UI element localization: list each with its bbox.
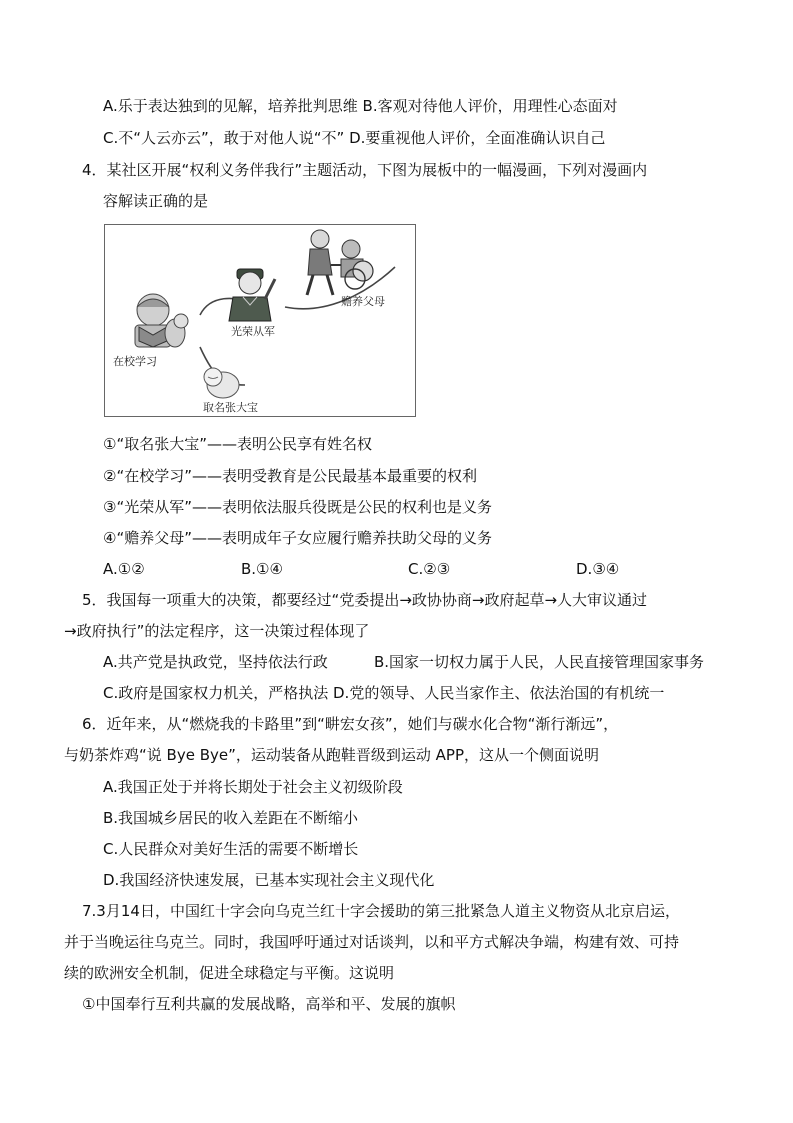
cartoon-label-parents: 赡养父母 [341, 295, 385, 308]
q7-stem-line-3: 续的欧洲安全机制，促进全球稳定与平衡。这说明 [64, 964, 395, 982]
q4-statement-4: ④“赡养父母”——表明成年子女应履行赡养扶助父母的义务 [103, 529, 492, 547]
cartoon-label-army: 光荣从军 [231, 325, 275, 338]
q5-stem-line-2: →政府执行”的法定程序，这一决策过程体现了 [64, 622, 370, 640]
cartoon-label-school: 在校学习 [113, 355, 157, 368]
q6-option-a: A.我国正处于并将长期处于社会主义初级阶段 [103, 778, 403, 796]
cartoon-drawing [105, 225, 415, 416]
q4-option-c: C.②③ [408, 560, 451, 578]
q4-option-a: A.①② [103, 560, 145, 578]
q6-option-d: D.我国经济快速发展，已基本实现社会主义现代化 [103, 871, 435, 889]
q5-option-cd: C.政府是国家权力机关，严格执法 D.党的领导、人民当家作主、依法治国的有机统一 [103, 684, 665, 702]
q4-statement-1: ①“取名张大宝”——表明公民享有姓名权 [103, 435, 372, 453]
q3-option-line-2: C.不“人云亦云”，敢于对他人说“不” D.要重视他人评价，全面准确认识自己 [103, 129, 606, 147]
q4-statement-2: ②“在校学习”——表明受教育是公民最基本最重要的权利 [103, 467, 477, 485]
cartoon-label-name: 取名张大宝 [203, 401, 258, 414]
q7-statement-1: ①中国奉行互利共赢的发展战略，高举和平、发展的旗帜 [82, 995, 456, 1013]
q4-stem-line-1: 4．某社区开展“权利义务伴我行”主题活动，下图为展板中的一幅漫画，下列对漫画内 [82, 161, 648, 179]
q4-stem-line-2: 容解读正确的是 [103, 192, 209, 210]
q4-option-b: B.①④ [241, 560, 283, 578]
soldier-figure [229, 269, 275, 321]
q5-stem-line-1: 5．我国每一项重大的决策，都要经过“党委提出→政协协商→政府起草→人大审议通过 [82, 591, 648, 609]
q5-option-a: A.共产党是执政党，坚持依法行政 [103, 653, 328, 671]
parents-figure [307, 230, 373, 295]
q6-stem-line-2: 与奶茶炸鸡“说 Bye Bye”，运动装备从跑鞋晋级到运动 APP，这从一个侧面说明 [64, 746, 599, 764]
q4-option-d: D.③④ [576, 560, 620, 578]
q6-option-c: C.人民群众对美好生活的需要不断增长 [103, 840, 359, 858]
q4-statement-3: ③“光荣从军”——表明依法服兵役既是公民的权利也是义务 [103, 498, 492, 516]
student-figure [135, 294, 188, 347]
q7-stem-line-1: 7.3月14日，中国红十字会向乌克兰红十字会援助的第三批紧急人道主义物资从北京启运， [82, 902, 680, 920]
q6-option-b: B.我国城乡居民的收入差距在不断缩小 [103, 809, 359, 827]
q4-cartoon-figure [104, 224, 416, 417]
q6-stem-line-1: 6．近年来，从“燃烧我的卡路里”到“畊宏女孩”，她们与碳水化合物“渐行渐远”， [82, 715, 619, 733]
q3-option-line-1: A.乐于表达独到的见解，培养批判思维 B.客观对待他人评价，用理性心态面对 [103, 97, 618, 115]
q5-option-b: B.国家一切权力属于人民，人民直接管理国家事务 [374, 653, 705, 671]
baby-figure [204, 368, 239, 398]
q7-stem-line-2: 并于当晚运往乌克兰。同时，我国呼吁通过对话谈判，以和平方式解决争端，构建有效、可持 [64, 933, 680, 951]
